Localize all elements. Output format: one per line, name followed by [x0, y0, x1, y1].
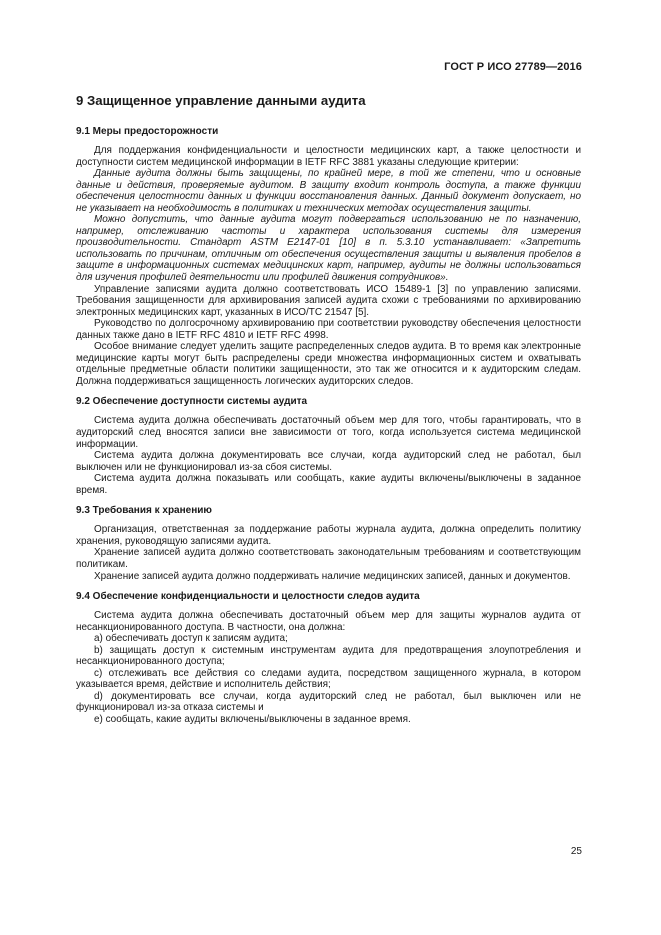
paragraph: Управление записями аудита должно соответствовать ИСО 15489-1 [3] по управлению записями. Требования защищенности для архивирования записей аудита схожи с требованиями по архивированию электронных медицинских карт, указанных в ИСО/ТС 21547 [5].: [76, 283, 581, 318]
paragraph: Особое внимание следует уделить защите распределенных следов аудита. В то время как электронные медицинские карты могут быть распределены среди множества информационных систем и охватывать отдельные предметные области политики защищенности, это так же относится и к аудиторским следам. Должна поддерживаться защищенность логических аудиторских следов.: [76, 341, 581, 387]
subsection-title: 9.1 Меры предосторожности: [76, 126, 219, 137]
page-number: 25: [570, 846, 582, 857]
subsection-title: 9.2 Обеспечение доступности системы аудита: [76, 396, 308, 408]
list-item: а) обеспечивать доступ к записям аудита;: [94, 633, 288, 645]
subsection-9-3: [76, 504, 581, 582]
paragraph: Система аудита должна обеспечивать достаточный объем мер для того, чтобы гарантировать, что в аудиторский след вносятся записи вне зависимости от того, когда используется система медицинской информации.: [76, 415, 581, 450]
paragraph: Организация, ответственная за поддержание работы журнала аудита, должна определить политику хранения, руководящую записями аудита.: [76, 524, 581, 547]
paragraph: Руководство по долгосрочному архивированию при соответствии руководству обеспечения целостности данных также дано в IETF RFC 4810 и IETF RFC 4998.: [76, 318, 581, 341]
paragraph: Система аудита должна обеспечивать достаточный объем мер для защиты журналов аудита от несанкционированного доступа. В частности, она должна:: [76, 610, 581, 633]
list-item: b) защищать доступ к системным инструментам аудита для предотвращения злоупотребления и несанкционированного доступа;: [76, 644, 581, 668]
standard-header: ГОСТ Р ИСО 27789—2016: [444, 61, 582, 73]
subsection-9-2: [76, 395, 581, 496]
paragraph: Хранение записей аудита должно соответствовать законодательным требованиям и соответствующим политикам.: [76, 547, 581, 570]
paragraph: Система аудита должна показывать или сообщать, какие аудиты включены/выключены в заданное время.: [76, 473, 581, 496]
subsection-title: 9.3 Требования к хранению: [76, 505, 212, 517]
list-item: с) отслеживать все действия со следами аудита, посредством защищенного журнала, в котором указывается время, действие и исполнитель действия;: [76, 667, 581, 691]
paragraph: Для поддержания конфиденциальности и целостности медицинских карт, а также целостности и доступности систем медицинской информации в IETF RFC 3881 указаны следующие критерии:: [76, 145, 581, 168]
subsection-9-4: [76, 590, 581, 725]
page-content: [76, 93, 581, 726]
subsection-title: 9.4 Обеспечение конфиденциальности и целостности следов аудита: [76, 591, 420, 603]
list-item: е) сообщать, какие аудиты включены/выключены в заданное время.: [94, 713, 411, 725]
italic-quote-paragraph: Данные аудита должны быть защищены, по крайней мере, в той же степени, что и основные данные и действия, проверяемые аудитом. В защиту входит контроль доступа, а также функции обеспечения целостности данных и функции восстановления данных. Данный документ допускает, но не указывает на необходимость в политиках и технических методах осуществления защиты.: [76, 168, 581, 214]
italic-quote-paragraph: Можно допустить, что данные аудита могут подвергаться использованию не по назначению, например, отслеживанию частоты и характера использования системы для измерения производительности. Стандарт ASTM E2147-01 [10] в п. 5.3.10 устанавливает: «Запретить использовать по причинам, отличным от обеспечения осуществления защиты и выявления пробелов в защите в информационных системах медицинских карт, например, аудиты не должны использоваться для изучения профилей деятельности или профилей движения сотрудников».: [76, 214, 581, 284]
list-item: d) документировать все случаи, когда аудиторский след не работал, был выключен или не функционировал из-за отказа системы и: [76, 690, 581, 714]
paragraph: Система аудита должна документировать все случаи, когда аудиторский след не работал, был выключен или не функционировал из-за сбоя системы.: [76, 450, 581, 473]
subsection-9-1: [76, 125, 581, 387]
section-title: 9 Защищенное управление данными аудита: [76, 93, 366, 108]
paragraph: Хранение записей аудита должно поддерживать наличие медицинских записей, данных и документов.: [94, 570, 571, 582]
